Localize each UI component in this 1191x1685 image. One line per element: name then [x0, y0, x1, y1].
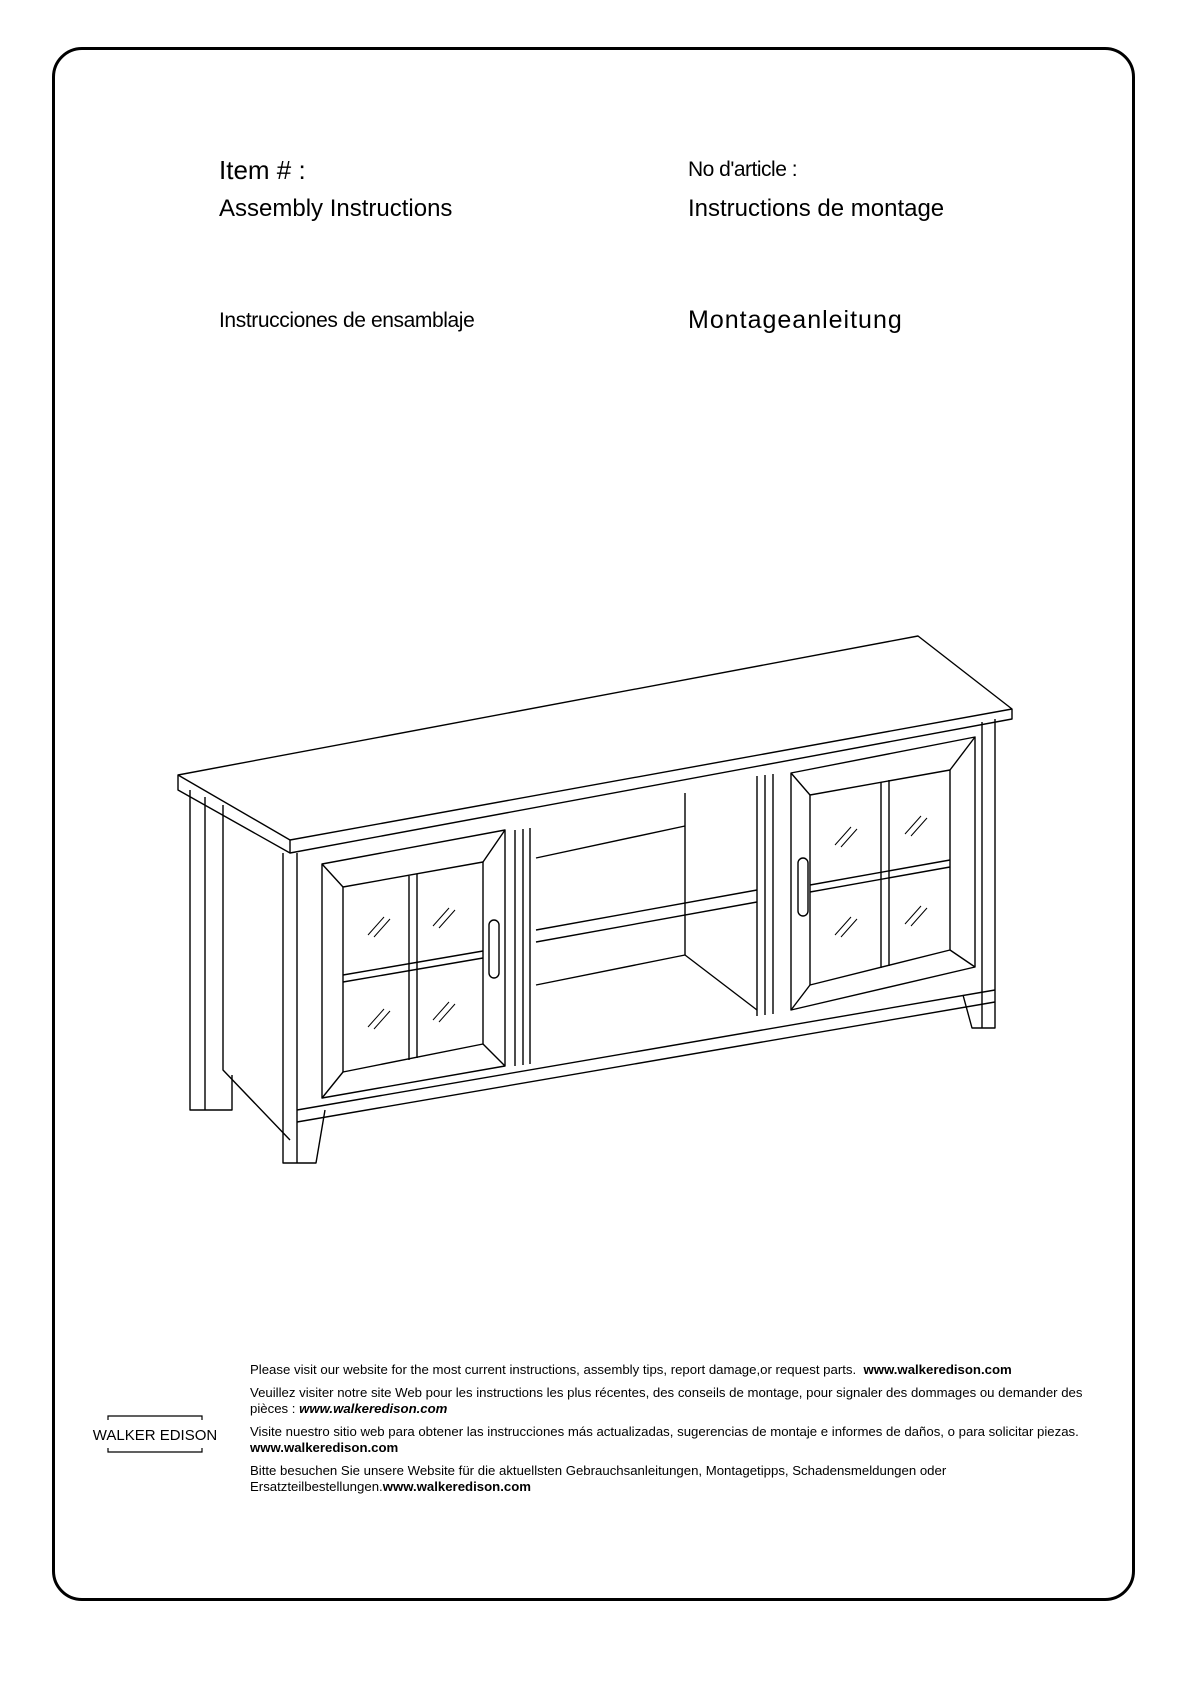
assembly-instructions-title-fr: Instructions de montage — [688, 195, 945, 222]
item-number-label-fr: No d'article : — [688, 158, 798, 181]
website-notes — [250, 1362, 1108, 1502]
website-link[interactable]: www.walkeredison.com — [863, 1362, 1012, 1377]
walker-edison-logo — [80, 1414, 230, 1454]
item-number-label: Item # : — [219, 155, 306, 185]
website-link[interactable]: www.walkeredison.com — [382, 1479, 531, 1494]
tv-stand-cabinet-icon — [170, 630, 1030, 1170]
website-link[interactable]: www.walkeredison.com — [250, 1440, 399, 1455]
note-en: Please visit our website for the most current instructions, assembly tips, report damage,or request parts. www.walkeredison.com — [250, 1362, 1012, 1377]
note-fr: Veuillez visiter notre site Web pour les instructions les plus récentes, des conseils de montage, pour signaler des dommages ou demander des pièces : www.walkeredison.com — [250, 1385, 1083, 1416]
assembly-instructions-title: Assembly Instructions — [219, 195, 453, 222]
assembly-instructions-title-es: Instrucciones de ensamblaje — [219, 309, 475, 332]
svg-text:WALKER EDISON: WALKER EDISON — [92, 1427, 218, 1444]
note-es: Visite nuestro sitio web para obtener las instrucciones más actualizadas, sugerencias de montaje e informes de daños, o para solicitar piezas. www.walkeredison.com — [250, 1424, 1079, 1455]
website-link[interactable]: www.walkeredison.com — [299, 1401, 448, 1416]
assembly-instructions-title-de: Montageanleitung — [688, 306, 903, 334]
note-de: Bitte besuchen Sie unsere Website für die aktuellsten Gebrauchsanleitungen, Montagetipps, Schadensmeldungen oder Ersatzteilbestellungen.www.walkeredison.com — [250, 1463, 947, 1494]
